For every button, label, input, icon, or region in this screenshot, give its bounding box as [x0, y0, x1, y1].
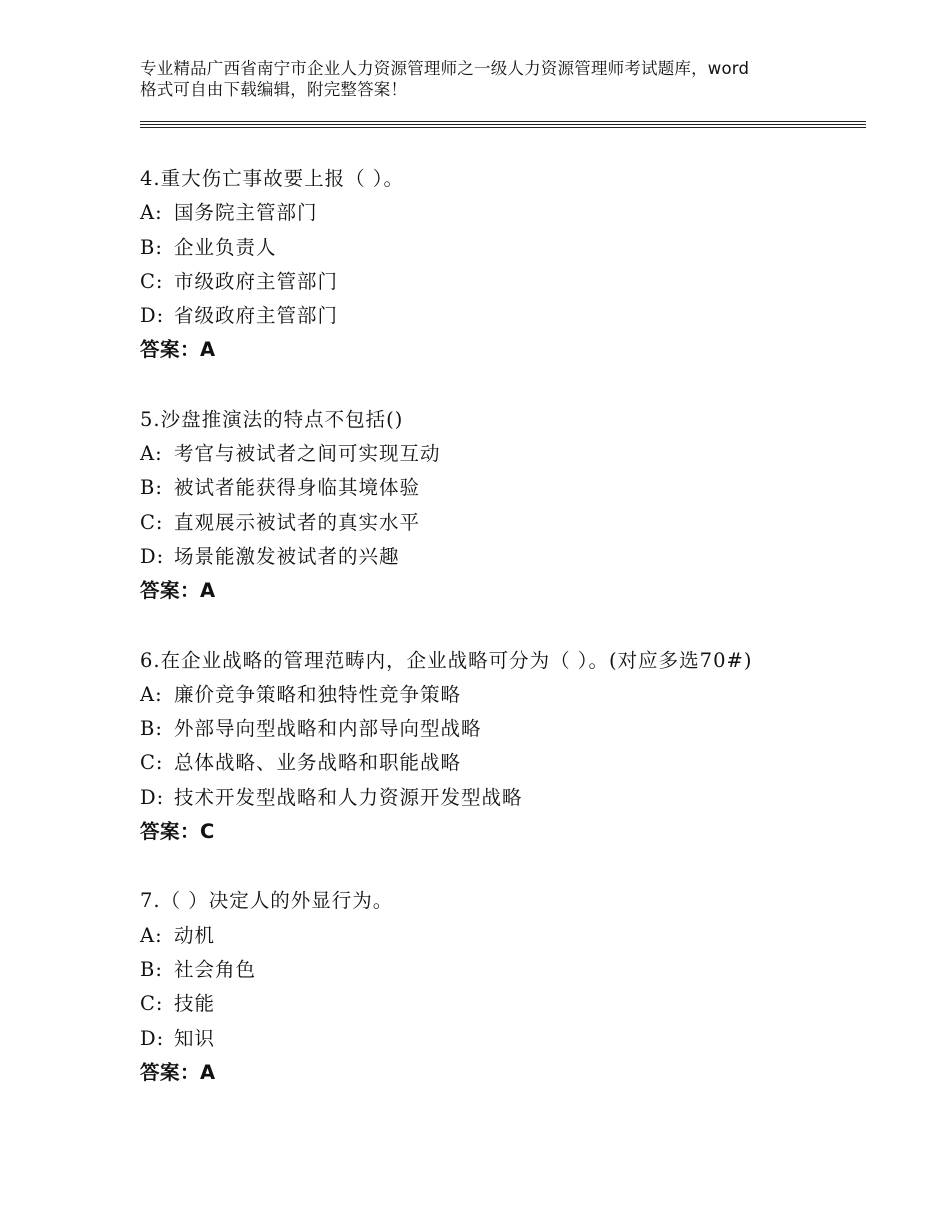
- header-title-line-2: 格式可自由下载编辑，附完整答案！: [140, 80, 408, 99]
- header-divider-top: [140, 121, 866, 122]
- answer-label: 答案：A: [140, 338, 216, 362]
- option-letter: D:: [140, 1026, 165, 1050]
- question-stem: 4.重大伤亡事故要上报（ ）。: [140, 167, 405, 190]
- option-a: [140, 678, 860, 712]
- question-stem: 6.在企业战略的管理范畴内，企业战略可分为（ ）。(对应多选70#): [140, 648, 753, 672]
- header-title-line-1: 专业精品广西省南宁市企业人力资源管理师之一级人力资源管理师考试题库，word: [140, 59, 750, 78]
- question-5: [140, 403, 860, 609]
- option-letter: C:: [140, 751, 164, 775]
- question-stem: 5.沙盘推演法的特点不包括(): [140, 407, 404, 431]
- header-divider-middle: [140, 124, 866, 125]
- option-c: [140, 987, 860, 1021]
- option-d: [140, 1022, 860, 1056]
- option-letter: B:: [140, 476, 163, 500]
- question-6: [140, 644, 860, 850]
- option-letter: B:: [140, 957, 163, 981]
- option-a: [140, 919, 860, 953]
- option-b: [140, 471, 860, 505]
- option-text: 省级政府主管部门: [174, 304, 339, 328]
- option-letter: C:: [140, 992, 164, 1016]
- option-letter: D:: [140, 785, 165, 809]
- option-text: 技能: [174, 992, 216, 1016]
- option-text: 技术开发型战略和人力资源开发型战略: [174, 785, 523, 809]
- document-header: [140, 58, 830, 100]
- question-4: [140, 162, 860, 368]
- option-text: 外部导向型战略和内部导向型战略: [174, 717, 482, 741]
- option-text: 动机: [174, 923, 216, 947]
- option-text: 被试者能获得身临其境体验: [174, 476, 421, 500]
- option-letter: A:: [140, 442, 163, 466]
- option-letter: D:: [140, 544, 165, 568]
- option-letter: A:: [140, 201, 163, 225]
- option-d: [140, 781, 860, 815]
- option-text: 知识: [174, 1026, 216, 1050]
- option-b: [140, 712, 860, 746]
- question-stem: 7.（ ）决定人的外显行为。: [140, 889, 394, 913]
- option-text: 直观展示被试者的真实水平: [174, 510, 421, 534]
- option-letter: B:: [140, 717, 163, 741]
- option-a: [140, 437, 860, 471]
- option-b: [140, 231, 860, 265]
- option-d: [140, 540, 860, 574]
- option-text: 廉价竞争策略和独特性竞争策略: [174, 682, 462, 706]
- option-c: [140, 265, 860, 299]
- option-letter: B:: [140, 235, 163, 259]
- option-text: 社会角色: [174, 957, 257, 981]
- question-7: [140, 884, 860, 1090]
- option-letter: C:: [140, 269, 164, 293]
- answer-label: 答案：A: [140, 579, 216, 603]
- option-text: 总体战略、业务战略和职能战略: [174, 751, 462, 775]
- option-text: 场景能激发被试者的兴趣: [174, 544, 400, 568]
- option-text: 考官与被试者之间可实现互动: [174, 442, 441, 466]
- option-letter: A:: [140, 923, 163, 947]
- option-c: [140, 746, 860, 780]
- option-a: [140, 196, 860, 230]
- option-text: 国务院主管部门: [174, 201, 318, 225]
- option-letter: C:: [140, 510, 164, 534]
- answer-label: 答案：A: [140, 1060, 216, 1084]
- header-divider-bottom: [140, 127, 866, 128]
- option-letter: D:: [140, 304, 165, 328]
- option-b: [140, 953, 860, 987]
- option-text: 企业负责人: [174, 235, 277, 259]
- option-d: [140, 299, 860, 333]
- option-c: [140, 506, 860, 540]
- option-letter: A:: [140, 682, 163, 706]
- question-list: [140, 162, 860, 1090]
- option-text: 市级政府主管部门: [174, 269, 339, 293]
- answer-label: 答案：C: [140, 820, 215, 844]
